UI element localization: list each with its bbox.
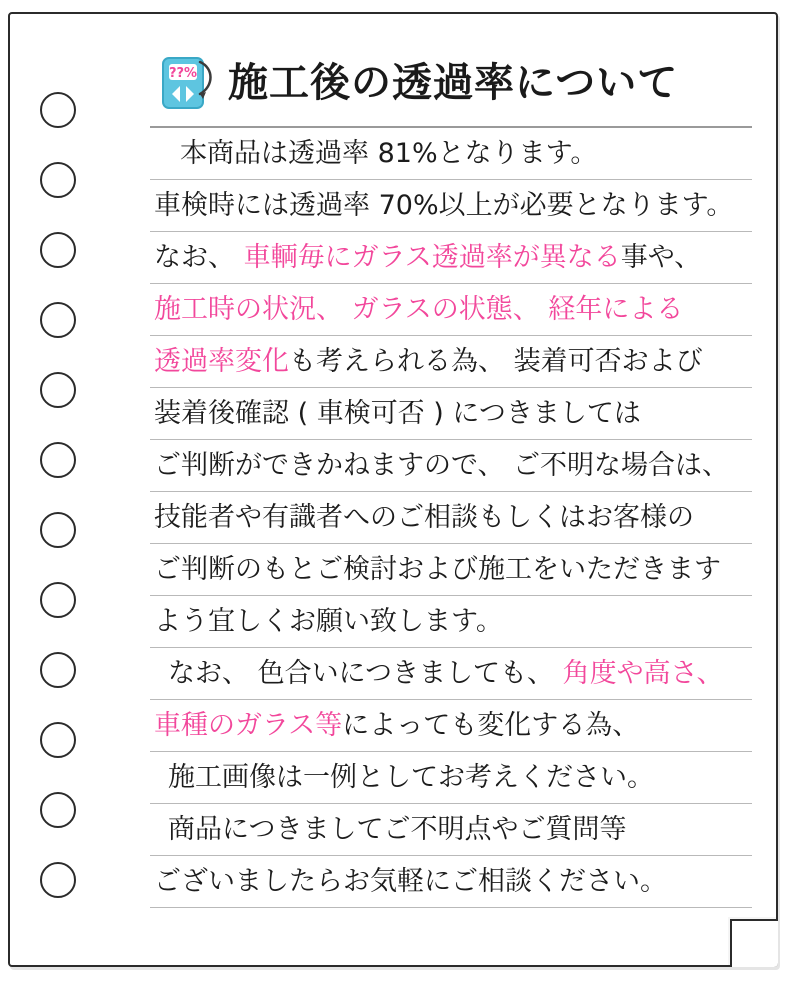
text-line xyxy=(150,284,752,336)
text-line xyxy=(150,596,752,648)
text-line xyxy=(150,128,752,180)
ruled-lines xyxy=(150,128,752,908)
document-header xyxy=(150,40,752,126)
line-text: 施工画像は一例としてお考えください。 xyxy=(168,762,654,793)
text-line xyxy=(150,492,752,544)
line-text: 装着後確認 ( 車検可否 ) につきましては xyxy=(154,398,641,429)
text-line xyxy=(150,544,752,596)
text-line xyxy=(150,232,752,284)
line-text: なお、 車輌毎にガラス透過率が異なる事や、 xyxy=(154,242,702,273)
text-line xyxy=(150,648,752,700)
text-line xyxy=(150,804,752,856)
notepad-sheet xyxy=(8,12,778,967)
punch-hole xyxy=(40,372,76,408)
line-text: ございましたらお気軽にご相談ください。 xyxy=(154,866,667,897)
transmittance-meter-icon xyxy=(160,52,218,114)
punch-hole xyxy=(40,862,76,898)
text-line xyxy=(150,388,752,440)
text-line xyxy=(150,180,752,232)
text-line xyxy=(150,440,752,492)
punch-hole xyxy=(40,582,76,618)
text-line xyxy=(150,752,752,804)
punch-hole xyxy=(40,92,76,128)
line-text: 施工時の状況、 ガラスの状態、 経年による xyxy=(154,294,684,325)
document-content xyxy=(150,40,752,947)
page-corner-fold xyxy=(730,919,778,967)
punch-hole-column xyxy=(40,92,86,892)
line-text: 商品につきましてご不明点やご質問等 xyxy=(168,814,627,845)
punch-hole xyxy=(40,512,76,548)
punch-hole xyxy=(40,302,76,338)
punch-hole xyxy=(40,232,76,268)
line-text: 本商品は透過率 81%となります。 xyxy=(180,138,598,169)
line-text: 車検時には透過率 70%以上が必要となります。 xyxy=(154,190,734,221)
line-text: 車種のガラス等によっても変化する為、 xyxy=(154,710,640,741)
page-title: 施工後の透過率について xyxy=(228,60,679,106)
line-text: よう宜しくお願い致します。 xyxy=(154,606,503,637)
punch-hole xyxy=(40,442,76,478)
punch-hole xyxy=(40,652,76,688)
punch-hole xyxy=(40,162,76,198)
text-line xyxy=(150,336,752,388)
line-text: ご判断のもとご検討および施工をいただきます xyxy=(154,554,721,585)
text-line xyxy=(150,700,752,752)
text-line xyxy=(150,856,752,908)
punch-hole xyxy=(40,792,76,828)
line-text: 技能者や有識者へのご相談もしくはお客様の xyxy=(154,502,694,533)
punch-hole xyxy=(40,722,76,758)
line-text: なお、 色合いにつきましても、 角度や高さ、 xyxy=(168,658,724,689)
svg-text:??%: ??% xyxy=(168,66,198,81)
line-text: ご判断ができかねますので、 ご不明な場合は、 xyxy=(154,450,730,481)
line-text: 透過率変化も考えられる為、 装着可否および xyxy=(154,346,703,377)
